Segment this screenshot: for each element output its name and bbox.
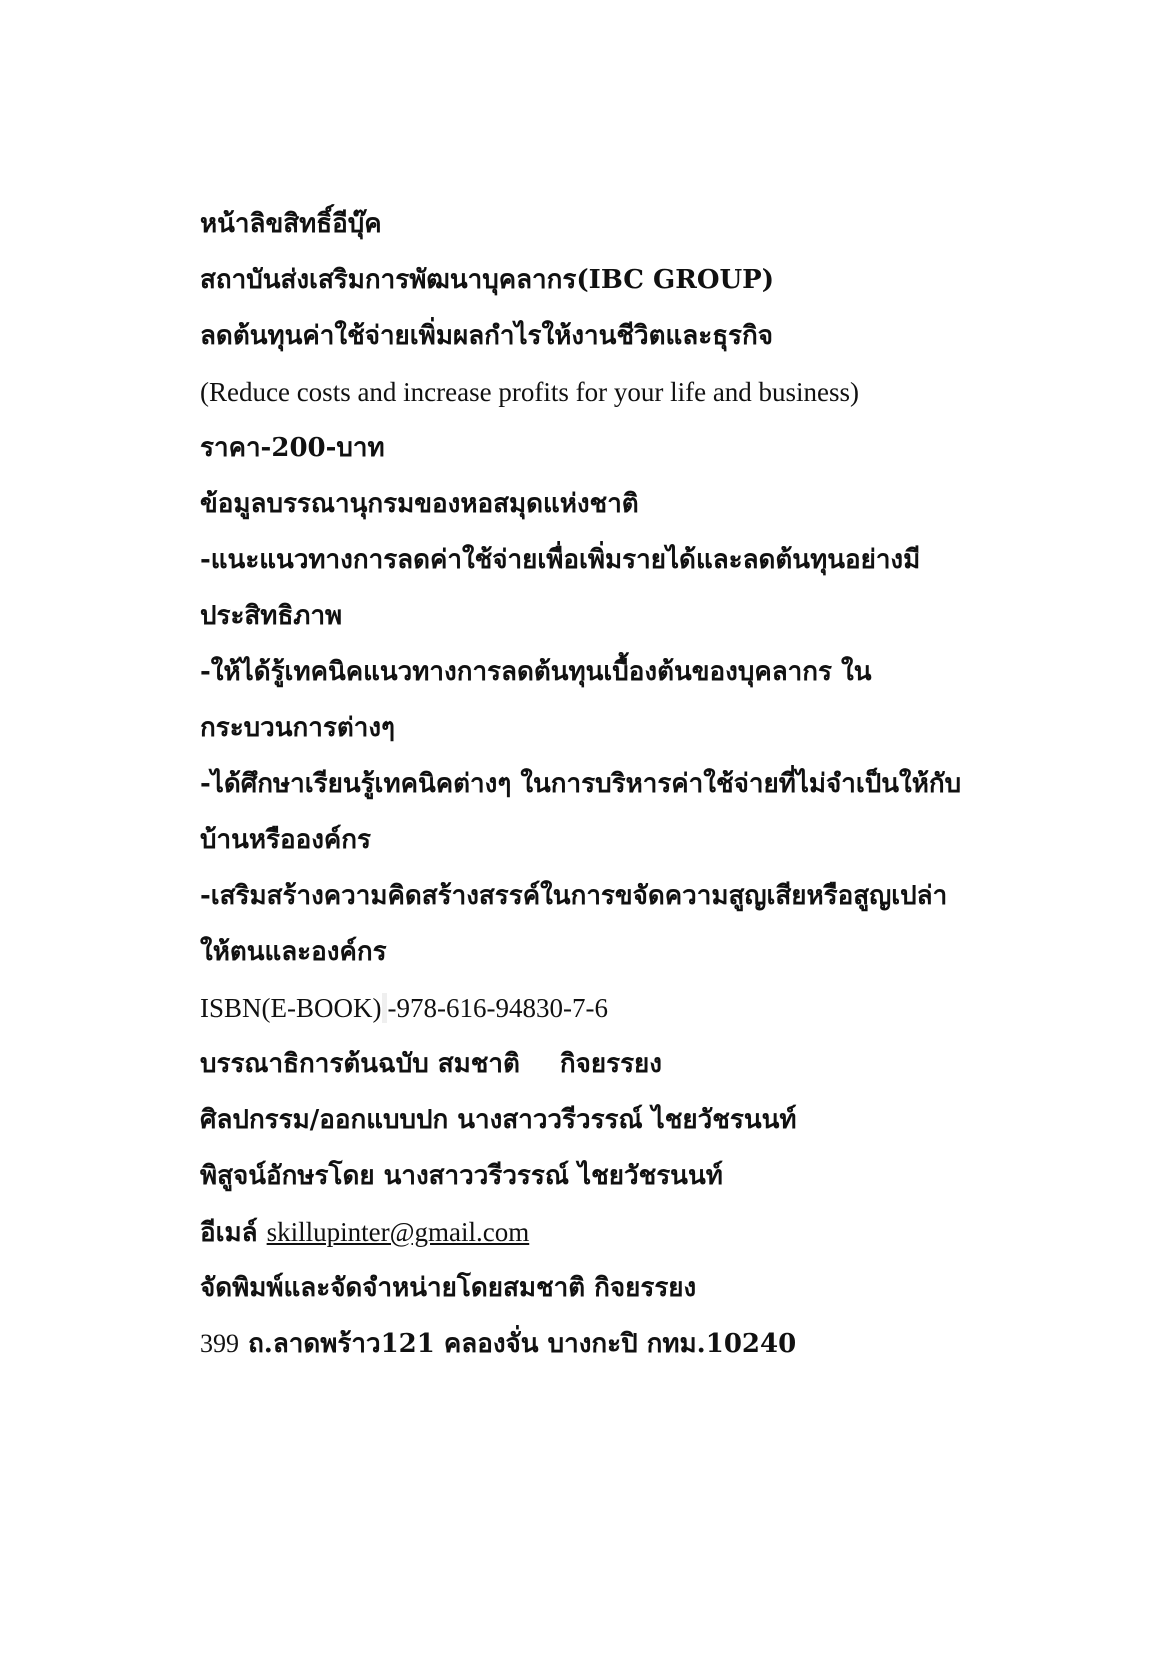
catalog-heading: ข้อมูลบรรณานุกรมของหอสมุดแห่งชาติ (200, 489, 639, 519)
bullet-3-line-2: บ้านหรือองค์กร (200, 825, 372, 855)
isbn-label: ISBN(E-BOOK) (200, 993, 382, 1023)
editor-surname: กิจยรรยง (559, 1049, 662, 1079)
book-title-english: (Reduce costs and increase profits for your life and business) (200, 377, 860, 407)
price: ราคา-200-บาท (200, 433, 385, 463)
address-rest: ถ.ลาดพร้าว121 คลองจั่น บางกะปิ กทม.10240 (248, 1329, 797, 1359)
institute-name: สถาบันส่งเสริมการพัฒนาบุคลากร(IBC GROUP) (200, 265, 775, 295)
address-line (200, 1316, 1100, 1372)
address-number: 399 (200, 1329, 239, 1358)
bullet-3-line-1: -ได้ศึกษาเรียนรู้เทคนิคต่างๆ ในการบริหารค่าใช้จ่ายที่ไม่จำเป็นให้กับ (200, 769, 962, 799)
bullet-2-line-1: -ให้ได้รู้เทคนิคแนวทางการลดต้นทุนเบื้องต้นของบุคลากร ใน (200, 657, 872, 687)
copyright-heading: หน้าลิขสิทธิ์อีบุ๊ค (200, 209, 382, 239)
editor-line (200, 1036, 1100, 1092)
bullet-1-line-2: ประสิทธิภาพ (200, 601, 343, 631)
copyright-content (200, 196, 1100, 1372)
isbn-number: -978-616-94830-7-6 (382, 993, 608, 1023)
proofreading-credit: พิสูจน์อักษรโดย นางสาววรีวรรณ์ ไชยวัชรนนท์ (200, 1161, 723, 1191)
email-label: อีเมล์ (200, 1218, 258, 1248)
email-link[interactable]: skillupinter@gmail.com (266, 1217, 530, 1247)
isbn-line (200, 980, 1100, 1036)
publisher-credit: จัดพิมพ์และจัดจำหน่ายโดยสมชาติ กิจยรรยง (200, 1273, 697, 1303)
editor-label: บรรณาธิการต้นฉบับ สมชาติ (200, 1049, 520, 1079)
art-design-credit: ศิลปกรรม/ออกแบบปก นางสาววรีวรรณ์ ไชยวัชรนนท์ (200, 1105, 797, 1135)
bullet-4-line-1: -เสริมสร้างความคิดสร้างสรรค์ในการขจัดความสูญเสียหรือสูญเปล่า (200, 881, 948, 911)
bullet-1-line-1: -แนะแนวทางการลดค่าใช้จ่ายเพื่อเพิ่มรายได้และลดต้นทุนอย่างมี (200, 545, 921, 575)
email-line (200, 1204, 1100, 1260)
bullet-4-line-2: ให้ตนและองค์กร (200, 937, 387, 967)
bullet-2-line-2: กระบวนการต่างๆ (200, 713, 395, 743)
book-title-thai: ลดต้นทุนค่าใช้จ่ายเพิ่มผลกำไรให้งานชีวิตและธุรกิจ (200, 321, 774, 351)
